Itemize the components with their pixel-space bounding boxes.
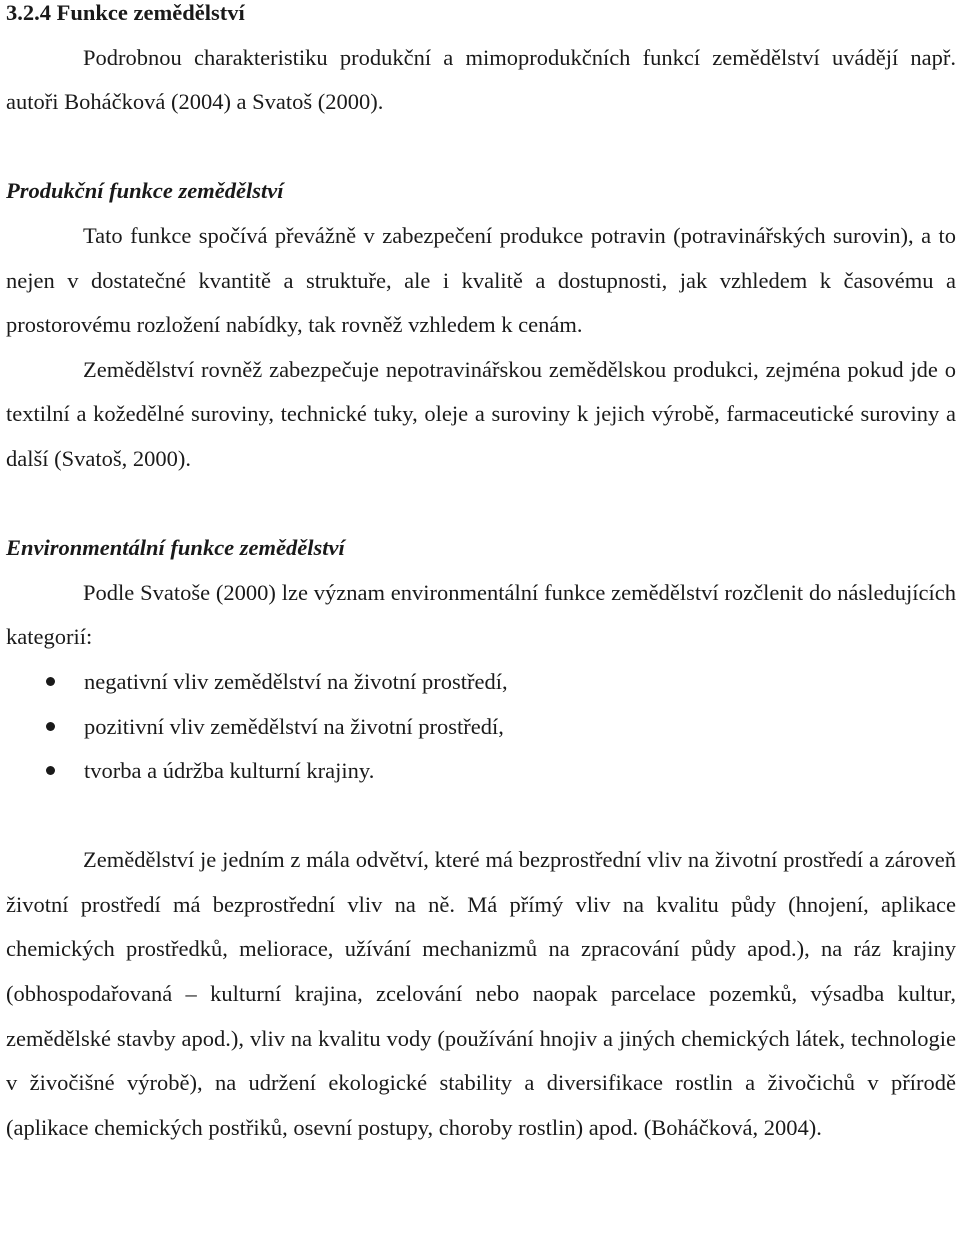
production-paragraph-2: Zemědělství rovněž zabezpečuje nepotravinářskou zemědělskou produkci, zejména pokud jde o textilní a kožedělné suroviny, technické tuky, oleje a suroviny k jejich výrobě, farmaceutické suroviny a další (Svatoš, 2000). [6,356,956,471]
spacer [6,125,956,170]
environmental-intro-paragraph: Podle Svatoše (2000) lze význam environmentální funkce zemědělství rozčlenit do následujících kategorií: [6,579,956,650]
production-paragraph-1: Tato funkce spočívá převážně v zabezpečení produkce potravin (potravinářských surovin), a to nejen v dostatečné kvantitě a struktuře, ale i kvalitě a dostupnosti, jak vzhledem k časovému a prostorovému rozložení nabídky, tak rovněž vzhledem k cenám. [6,222,956,338]
list-item [6,660,956,705]
environmental-function-heading: Environmentální funkce zemědělství [6,535,345,561]
section-intro-paragraph: Podrobnou charakteristiku produkční a mimoprodukčních funkcí zemědělství uvádějí např. autoři Boháčková (2004) a Svatoš (2000). [6,44,956,115]
environmental-categories-list [6,660,956,794]
bullet-icon [46,677,55,686]
list-item [6,749,956,794]
list-item-text: pozitivní vliv zemědělství na životní prostředí, [84,713,504,739]
environmental-paragraph: Zemědělství je jedním z mála odvětví, které má bezprostřední vliv na životní prostředí a zároveň životní prostředí má bezprostřední vliv na ně. Má přímý vliv na kvalitu půdy (hnojení, aplikace chemických prostředků, meliorace, užívání mechanizmů na zpracování půdy apod.), na ráz krajiny (obhospodařovaná – kulturní krajina, zcelování nebo naopak parcelace pozemků, výsadba kultur, zemědělské stavby apod.), vliv na kvalitu vody (používání hnojiv a jiných chemických látek, technologie v živočišné výrobě), na udržení ekologické stability a diversifikace rostlin a živočichů v přírodě (aplikace chemických postřiků, osevní postupy, choroby rostlin) apod. (Boháčková, 2004). [6,847,956,1140]
spacer [6,482,956,527]
production-function-heading: Produkční funkce zemědělství [6,178,284,204]
list-item-text: negativní vliv zemědělství na životní prostředí, [84,668,508,694]
document-page [6,0,956,1150]
spacer [6,794,956,839]
list-item [6,705,956,750]
bullet-icon [46,722,55,731]
list-item-text: tvorba a údržba kulturní krajiny. [84,758,375,784]
section-heading: 3.2.4 Funkce zemědělství [6,0,245,25]
bullet-icon [46,766,55,775]
